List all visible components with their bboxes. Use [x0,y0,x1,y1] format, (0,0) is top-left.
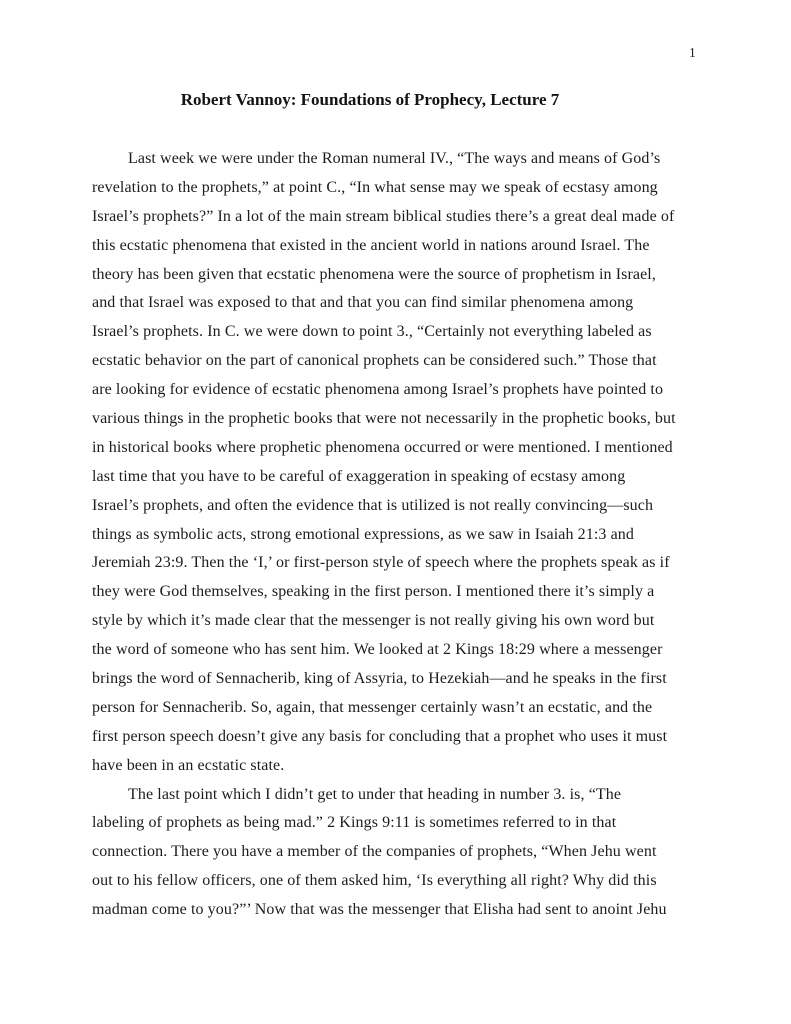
text-line: Jeremiah 23:9. Then the ‘I,’ or first-person style of speech where the prophets speak as if [92,554,670,572]
text-line: Israel’s prophets?” In a lot of the main stream biblical studies there’s a great deal made of [92,207,675,225]
text-line: various things in the prophetic books that were not necessarily in the prophetic books, but [92,410,676,428]
paragraph [92,781,732,925]
text-line: things as symbolic acts, strong emotional expressions, as we saw in Isaiah 21:3 and [92,525,634,543]
text-line: brings the word of Sennacherib, king of Assyria, to Hezekiah—and he speaks in the first [92,670,667,688]
text-line: style by which it’s made clear that the messenger is not really giving his own word but [92,612,655,630]
text-line: Israel’s prophets, and often the evidence that is utilized is not really convincing—such [92,496,654,514]
text-line: labeling of prophets as being mad.” 2 Kings 9:11 is sometimes referred to in that [92,814,617,832]
text-line: theory has been given that ecstatic phenomena were the source of prophetism in Israel, [92,265,656,283]
text-line: have been in an ecstatic state. [92,756,285,774]
text-line: Israel’s prophets. In C. we were down to point 3., “Certainly not everything labeled as [92,323,652,341]
text-line: in historical books where prophetic phenomena occurred or were mentioned. I mentioned [92,438,673,456]
text-line: Last week we were under the Roman numeral IV., “The ways and means of God’s [128,150,661,167]
text-line: are looking for evidence of ecstatic phenomena among Israel’s prophets have pointed to [92,381,664,399]
page-number: 1 [689,45,696,60]
text-line: they were God themselves, speaking in the first person. I mentioned there it’s simply a [92,583,655,601]
text-line: person for Sennacherib. So, again, that messenger certainly wasn’t an ecstatic, and the [92,698,653,716]
text-line: out to his fellow officers, one of them asked him, ‘Is everything all right? Why did this [92,872,657,890]
text-line: ecstatic behavior on the part of canonical prophets can be considered such.” Those that [92,352,657,370]
paragraph [92,145,732,781]
text-line: and that Israel was exposed to that and that you can find similar phenomena among [92,294,634,312]
text-line: revelation to the prophets,” at point C., “In what sense may we speak of ecstasy among [92,178,658,196]
document-body [92,145,732,925]
text-line: connection. There you have a member of the companies of prophets, “When Jehu went [92,843,657,861]
text-line: this ecstatic phenomena that existed in the ancient world in nations around Israel. The [92,236,650,254]
text-line: madman come to you?”’ Now that was the messenger that Elisha had sent to anoint Jehu [92,901,667,919]
text-line: the word of someone who has sent him. We looked at 2 Kings 18:29 where a messenger [92,641,663,659]
text-line: first person speech doesn’t give any basis for concluding that a prophet who uses it must [92,727,668,745]
page-title: Robert Vannoy: Foundations of Prophecy, Lecture 7 [180,90,560,109]
text-line: The last point which I didn’t get to under that heading in number 3. is, “The [128,785,622,803]
text-line: last time that you have to be careful of exaggeration in speaking of ecstasy among [92,467,626,485]
